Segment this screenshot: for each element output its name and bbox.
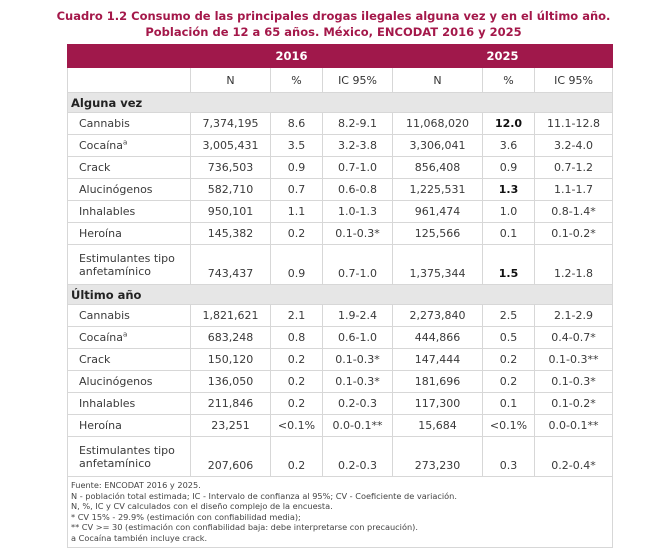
- value-pct-2025: 2.5: [483, 305, 535, 327]
- value-ic-2025: 2.1-2.9: [535, 305, 613, 327]
- row-label: [68, 415, 191, 437]
- table-row: [68, 245, 613, 285]
- row-label: [68, 223, 191, 245]
- value-pct-2016: 0.8: [271, 327, 323, 349]
- value-n-2016: 136,050: [191, 371, 271, 393]
- value-n-2016: 145,382: [191, 223, 271, 245]
- table-row: [68, 371, 613, 393]
- row-label-text: Crack: [79, 161, 111, 174]
- note-definitions: N - población total estimada; IC - Intervalo de confianza al 95%; CV - Coeficiente de variación.: [71, 490, 457, 501]
- row-label-text: Cocaína: [79, 331, 123, 344]
- value-pct-2016: 2.1: [271, 305, 323, 327]
- table-row: [68, 393, 613, 415]
- row-label-text: Heroína: [79, 227, 122, 240]
- col-ic-2025: IC 95%: [535, 68, 613, 93]
- section-header: [68, 285, 613, 305]
- table-row: [68, 415, 613, 437]
- row-label: [68, 135, 191, 157]
- table-row: [68, 157, 613, 179]
- value-pct-2025: 0.3: [483, 437, 535, 477]
- value-n-2025: 444,866: [393, 327, 483, 349]
- col-pct-2016: %: [271, 68, 323, 93]
- section-title: Último año: [68, 285, 613, 305]
- row-label: [68, 371, 191, 393]
- value-n-2025: 961,474: [393, 201, 483, 223]
- value-pct-2025: 1.3: [483, 179, 535, 201]
- row-label-text: Estimulantes tipo: [79, 251, 175, 265]
- row-label-text-line2: anfetamínico: [79, 456, 151, 470]
- value-n-2025: 273,230: [393, 437, 483, 477]
- value-pct-2025: 3.6: [483, 135, 535, 157]
- value-pct-2025: 0.9: [483, 157, 535, 179]
- row-label: [68, 305, 191, 327]
- notes-row: [68, 477, 613, 548]
- row-label-text-line2: anfetamínico: [79, 264, 151, 278]
- table-row: [68, 179, 613, 201]
- year-header-row: [68, 45, 613, 68]
- value-pct-2016: 0.9: [271, 245, 323, 285]
- value-n-2016: 950,101: [191, 201, 271, 223]
- value-pct-2016: 0.2: [271, 223, 323, 245]
- row-label-text: Alucinógenos: [79, 183, 153, 196]
- value-ic-2025: 1.2-1.8: [535, 245, 613, 285]
- row-label-text: Estimulantes tipo: [79, 443, 175, 457]
- value-pct-2025: 0.2: [483, 349, 535, 371]
- title-line-1: Cuadro 1.2 Consumo de las principales drogas ilegales alguna vez y en el último año.: [56, 9, 611, 23]
- table-row: [68, 349, 613, 371]
- row-label: [68, 157, 191, 179]
- value-pct-2025: 12.0: [483, 113, 535, 135]
- value-ic-2025: 0.2-0.4*: [535, 437, 613, 477]
- value-n-2016: 207,606: [191, 437, 271, 477]
- title-line-2: Población de 12 a 65 años. México, ENCODAT 2016 y 2025: [145, 25, 522, 39]
- notes-cell: [68, 477, 613, 548]
- year-2016-header: 2016: [191, 45, 393, 68]
- value-ic-2016: 0.6-1.0: [323, 327, 393, 349]
- value-n-2016: 23,251: [191, 415, 271, 437]
- value-ic-2025: 0.4-0.7*: [535, 327, 613, 349]
- value-n-2025: 2,273,840: [393, 305, 483, 327]
- value-n-2025: 117,300: [393, 393, 483, 415]
- blank-label-header: [68, 68, 191, 93]
- value-n-2025: 856,408: [393, 157, 483, 179]
- value-ic-2025: 0.7-1.2: [535, 157, 613, 179]
- col-n-2016: N: [191, 68, 271, 93]
- value-n-2016: 1,821,621: [191, 305, 271, 327]
- value-pct-2016: 3.5: [271, 135, 323, 157]
- table-title: [0, 8, 667, 40]
- value-n-2016: 683,248: [191, 327, 271, 349]
- row-label-text: Cannabis: [79, 309, 130, 322]
- value-pct-2025: 0.1: [483, 223, 535, 245]
- row-label-text: Cocaína: [79, 139, 123, 152]
- value-ic-2016: 0.6-0.8: [323, 179, 393, 201]
- value-n-2025: 3,306,041: [393, 135, 483, 157]
- table-row: [68, 437, 613, 477]
- table-row: [68, 135, 613, 157]
- value-ic-2016: 0.1-0.3*: [323, 223, 393, 245]
- value-n-2025: 1,375,344: [393, 245, 483, 285]
- value-pct-2016: <0.1%: [271, 415, 323, 437]
- value-n-2025: 125,566: [393, 223, 483, 245]
- value-ic-2016: 8.2-9.1: [323, 113, 393, 135]
- col-n-2025: N: [393, 68, 483, 93]
- value-ic-2025: 0.1-0.3*: [535, 371, 613, 393]
- note-cv-low: ** CV >= 30 (estimación con confiabilidad baja: debe interpretarse con precaución).: [71, 522, 418, 532]
- column-header-row: [68, 68, 613, 93]
- note-cocaine: a Cocaína también incluye crack.: [71, 532, 208, 543]
- value-ic-2016: 0.0-0.1**: [323, 415, 393, 437]
- value-ic-2025: 0.0-0.1**: [535, 415, 613, 437]
- row-label: [68, 437, 191, 477]
- value-n-2016: 582,710: [191, 179, 271, 201]
- value-n-2016: 743,437: [191, 245, 271, 285]
- value-pct-2016: 0.2: [271, 349, 323, 371]
- value-n-2016: 211,846: [191, 393, 271, 415]
- value-ic-2025: 1.1-1.7: [535, 179, 613, 201]
- value-ic-2016: 0.2-0.3: [323, 393, 393, 415]
- value-pct-2016: 1.1: [271, 201, 323, 223]
- data-table: [67, 44, 613, 548]
- note-source: Fuente: ENCODAT 2016 y 2025.: [71, 480, 201, 490]
- year-2025-header: 2025: [393, 45, 613, 68]
- value-ic-2016: 1.9-2.4: [323, 305, 393, 327]
- value-n-2025: 15,684: [393, 415, 483, 437]
- value-ic-2025: 3.2-4.0: [535, 135, 613, 157]
- table-row: [68, 327, 613, 349]
- table-row: [68, 201, 613, 223]
- row-label-text: Inhalables: [79, 205, 136, 218]
- value-ic-2016: 0.7-1.0: [323, 245, 393, 285]
- note-design: N, %, IC y CV calculados con el diseño complejo de la encuesta.: [71, 501, 333, 511]
- row-label-text: Inhalables: [79, 397, 136, 410]
- value-pct-2016: 0.2: [271, 393, 323, 415]
- value-n-2025: 11,068,020: [393, 113, 483, 135]
- value-pct-2016: 8.6: [271, 113, 323, 135]
- value-n-2025: 181,696: [393, 371, 483, 393]
- value-ic-2016: 0.7-1.0: [323, 157, 393, 179]
- value-pct-2025: 1.5: [483, 245, 535, 285]
- value-ic-2025: 0.8-1.4*: [535, 201, 613, 223]
- table-row: [68, 305, 613, 327]
- value-ic-2025: 0.1-0.2*: [535, 393, 613, 415]
- value-n-2016: 150,120: [191, 349, 271, 371]
- value-pct-2025: 0.1: [483, 393, 535, 415]
- value-pct-2025: 0.2: [483, 371, 535, 393]
- col-ic-2016: IC 95%: [323, 68, 393, 93]
- note-cv-medium: * CV 15% - 29.9% (estimación con confiabilidad media);: [71, 511, 301, 522]
- row-label: [68, 201, 191, 223]
- value-pct-2025: <0.1%: [483, 415, 535, 437]
- value-pct-2016: 0.2: [271, 437, 323, 477]
- section-header: [68, 93, 613, 113]
- value-ic-2016: 0.1-0.3*: [323, 349, 393, 371]
- value-ic-2016: 0.2-0.3: [323, 437, 393, 477]
- value-ic-2025: 0.1-0.2*: [535, 223, 613, 245]
- footnote-marker: a: [122, 330, 128, 339]
- value-n-2025: 1,225,531: [393, 179, 483, 201]
- footnote-marker: a: [122, 138, 128, 147]
- value-pct-2016: 0.9: [271, 157, 323, 179]
- value-pct-2025: 0.5: [483, 327, 535, 349]
- value-pct-2025: 1.0: [483, 201, 535, 223]
- row-label: [68, 349, 191, 371]
- table-row: [68, 113, 613, 135]
- value-pct-2016: 0.2: [271, 371, 323, 393]
- blank-corner: [68, 45, 191, 68]
- row-label: [68, 245, 191, 285]
- value-n-2016: 7,374,195: [191, 113, 271, 135]
- value-pct-2016: 0.7: [271, 179, 323, 201]
- value-ic-2016: 1.0-1.3: [323, 201, 393, 223]
- row-label-text: Cannabis: [79, 117, 130, 130]
- value-ic-2025: 0.1-0.3**: [535, 349, 613, 371]
- row-label-text: Crack: [79, 353, 111, 366]
- value-n-2016: 3,005,431: [191, 135, 271, 157]
- row-label: [68, 393, 191, 415]
- value-ic-2016: 0.1-0.3*: [323, 371, 393, 393]
- value-n-2016: 736,503: [191, 157, 271, 179]
- col-pct-2025: %: [483, 68, 535, 93]
- row-label: [68, 179, 191, 201]
- section-title: Alguna vez: [68, 93, 613, 113]
- row-label-text: Alucinógenos: [79, 375, 153, 388]
- table-row: [68, 223, 613, 245]
- value-ic-2016: 3.2-3.8: [323, 135, 393, 157]
- value-n-2025: 147,444: [393, 349, 483, 371]
- row-label-text: Heroína: [79, 419, 122, 432]
- row-label: [68, 327, 191, 349]
- value-ic-2025: 11.1-12.8: [535, 113, 613, 135]
- table-body: [68, 93, 613, 477]
- row-label: [68, 113, 191, 135]
